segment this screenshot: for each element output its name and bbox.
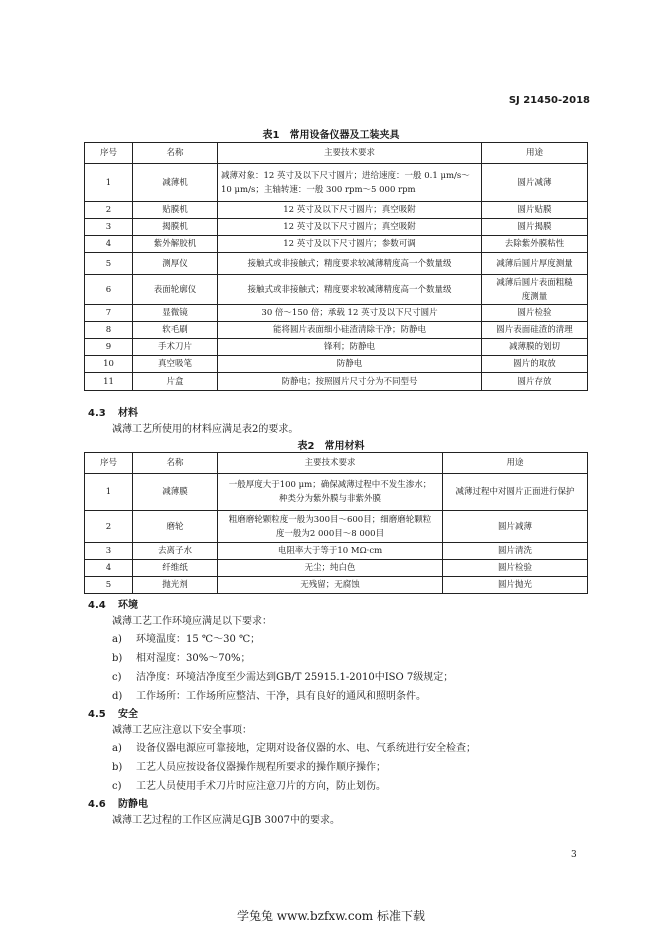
cell-name: 减薄机 [133,164,218,202]
cell-requirement [218,236,482,253]
table-row [85,305,588,322]
cell-no: 5 [85,253,133,275]
section-4-4-intro: 减薄工艺工作环境应满足以下要求： [112,616,272,627]
requirement-line: 12 英寸及以下尺寸圆片；参数可调 [283,239,416,249]
cell-name: 手术刀片 [133,339,218,356]
list-item: b) 相对湿度：30%～70%； [112,653,251,664]
list-item: a) 设备仪器电源应可靠接地，定期对设备仪器的水、电、气系统进行安全检查； [112,743,476,754]
requirement-line: 防静电；按照圆片尺寸分为不同型号 [281,376,418,387]
section-4-5-intro: 减薄工艺应注意以下安全事项： [112,725,252,736]
list-item: c) 工艺人员使用手术刀片时应注意刀片的方向，防止划伤。 [112,781,386,792]
cell-use [482,275,588,305]
col-header-use: 用途 [482,143,588,164]
cell-use [443,511,588,543]
requirement-line: 接触式或非接触式；精度要求较减薄精度高一个数量级 [247,258,452,269]
col-header-no: 序号 [85,453,133,474]
cell-requirement [218,219,482,236]
requirement-line: 12 英寸及以下尺寸圆片；真空吸附 [283,205,416,215]
cell-no: 8 [85,322,133,339]
section-number: 4.4 [88,600,106,611]
cell-no: 3 [85,543,133,560]
cell-use [482,339,588,356]
cell-name: 表面轮廓仪 [133,275,218,305]
requirement-line: 10 μm/s；主轴转速：一般 300 rpm～5 000 rpm [221,184,416,195]
cell-no: 4 [85,236,133,253]
cell-no: 3 [85,219,133,236]
table-row [85,202,588,219]
cell-requirement [218,305,482,322]
requirement-line: 12 英寸及以下尺寸圆片；真空吸附 [283,222,416,232]
use-line: 减薄后圆片厚度测量 [496,258,573,269]
cell-requirement [218,560,443,577]
table-row [85,164,588,202]
requirement-line: 减薄对象：12 英寸及以下尺寸圆片；进给速度：一般 0.1 μm/s～ [221,170,470,181]
use-line: 圆片存放 [517,376,552,387]
use-line: 圆片表面硅渣的清理 [496,325,573,335]
cell-no: 7 [85,305,133,322]
table-row [85,356,588,373]
cell-name: 去离子水 [133,543,218,560]
cell-requirement [218,373,482,391]
section-4-5-heading [88,705,138,720]
standard-number: SJ 21450-2018 [508,95,590,106]
cell-use [482,356,588,373]
list-item: d) 工作场所：工作场所应整洁、干净，具有良好的通风和照明条件。 [112,691,426,702]
cell-requirement [218,275,482,305]
cell-name: 磨轮 [133,511,218,543]
cell-name: 贴膜机 [133,202,218,219]
use-line: 去除紫外膜粘性 [504,239,565,249]
requirement-line: 30 倍～150 倍；承载 12 英寸及以下尺寸圆片 [261,308,438,318]
section-title: 安全 [118,709,138,720]
section-title: 防静电 [118,799,148,810]
col-header-no: 序号 [85,143,133,164]
cell-no: 2 [85,202,133,219]
cell-name: 真空吸笔 [133,356,218,373]
table1-caption: 表1 常用设备仪器及工装夹具 [262,130,400,141]
use-line: 圆片减薄 [497,521,532,532]
requirement-line: 锋利；防静电 [323,342,375,352]
use-line: 减薄过程中对圆片正面进行保护 [455,487,575,497]
cell-no: 1 [85,164,133,202]
requirement-line: 接触式或非接触式；精度要求较减薄精度高一个数量级 [247,284,452,295]
requirement-line: 能将圆片表面细小硅渣清除干净；防静电 [272,325,426,335]
cell-name: 抛光剂 [133,577,218,594]
section-4-4-heading [88,596,138,611]
cell-name: 紫外解胶机 [133,236,218,253]
table-header-row [85,143,588,164]
cell-name: 片盒 [133,373,218,391]
use-line: 圆片的取放 [513,359,556,369]
use-line: 度测量 [521,291,548,302]
cell-no: 10 [85,356,133,373]
cell-requirement [218,543,443,560]
materials-table [84,452,588,594]
use-line: 圆片减薄 [517,177,552,188]
cell-no: 5 [85,577,133,594]
cell-no: 2 [85,511,133,543]
cell-use [482,219,588,236]
cell-requirement [218,511,443,543]
table-row [85,543,588,560]
section-4-6-heading [88,795,148,810]
cell-use [443,474,588,511]
requirement-line: 一般厚度大于100 μm；确保减薄过程中不发生渗水； [228,480,432,490]
section-number: 4.6 [88,799,106,810]
footer-watermark-text[interactable]: 学兔兔 www.bzfxw.com 标准下载 [236,909,426,923]
col-header-name: 名称 [133,453,218,474]
table-row [85,275,588,305]
col-header-requirement: 主要技术要求 [218,453,443,474]
requirement-line: 电阻率大于等于10 MΩ·cm [277,546,383,556]
use-line: 减薄后圆片表面粗糙 [496,277,573,288]
requirement-line: 无残留；无腐蚀 [300,580,360,590]
cell-no: 6 [85,275,133,305]
cell-name: 减薄膜 [133,474,218,511]
section-number: 4.5 [88,709,106,720]
table2-caption: 表2 常用材料 [297,441,365,452]
table-header-row [85,453,588,474]
requirement-line: 防静电 [336,359,363,369]
cell-use [443,543,588,560]
cell-name: 纤维纸 [133,560,218,577]
list-item: c) 洁净度：环境洁净度至少需达到GB/T 25915.1-2010中ISO 7级规定； [112,672,454,683]
cell-name: 显微镜 [133,305,218,322]
cell-requirement [218,202,482,219]
cell-requirement [218,356,482,373]
cell-requirement [218,577,443,594]
col-header-use: 用途 [443,453,588,474]
cell-requirement [218,339,482,356]
section-4-3-text: 减薄工艺所使用的材料应满足表2的要求。 [112,424,299,435]
section-4-3-heading [88,404,138,419]
col-header-requirement: 主要技术要求 [218,143,482,164]
use-line: 圆片贴膜 [517,205,552,215]
cell-name: 软毛刷 [133,322,218,339]
table-row [85,511,588,543]
equipment-table [84,142,588,391]
table-row [85,577,588,594]
cell-use [482,322,588,339]
table-row [85,373,588,391]
requirement-line: 度一般为2 000目～8 000目 [275,528,385,539]
cell-use [482,202,588,219]
section-4-6-text: 减薄工艺过程的工作区应满足GJB 3007中的要求。 [112,815,340,826]
requirement-line: 粗磨磨轮颗粒度一般为300目～600目；细磨磨轮颗粒 [228,514,432,525]
use-line: 圆片清洗 [497,546,532,556]
cell-requirement [218,322,482,339]
cell-use [443,560,588,577]
cell-use [482,373,588,391]
use-line: 减薄膜的划切 [508,342,560,352]
use-line: 圆片揭膜 [517,222,552,232]
table-row [85,219,588,236]
table-row [85,236,588,253]
cell-no: 4 [85,560,133,577]
cell-use [482,236,588,253]
table-row [85,322,588,339]
list-item: b) 工艺人员应按设备仪器操作规程所要求的操作顺序操作； [112,762,386,773]
table-row [85,339,588,356]
use-line: 圆片检验 [497,563,532,573]
use-line: 圆片检验 [517,308,552,318]
list-item: a) 环境温度：15 ℃～30 ℃； [112,634,261,645]
requirement-line: 种类分为紫外膜与非紫外膜 [278,494,381,504]
requirement-line: 无尘；纯白色 [304,563,356,573]
section-number: 4.3 [88,408,106,419]
cell-no: 11 [85,373,133,391]
col-header-name: 名称 [133,143,218,164]
cell-name: 测厚仪 [133,253,218,275]
table-row [85,560,588,577]
cell-use [482,305,588,322]
section-title: 材料 [118,408,138,419]
cell-requirement [218,474,443,511]
page-number: 3 [571,850,577,860]
cell-requirement [218,253,482,275]
cell-use [482,253,588,275]
table-row [85,474,588,511]
cell-use [482,164,588,202]
table-row [85,253,588,275]
cell-no: 9 [85,339,133,356]
cell-requirement [218,164,482,202]
cell-use [443,577,588,594]
section-title: 环境 [118,600,138,611]
cell-no: 1 [85,474,133,511]
use-line: 圆片抛光 [497,580,532,590]
cell-name: 揭膜机 [133,219,218,236]
